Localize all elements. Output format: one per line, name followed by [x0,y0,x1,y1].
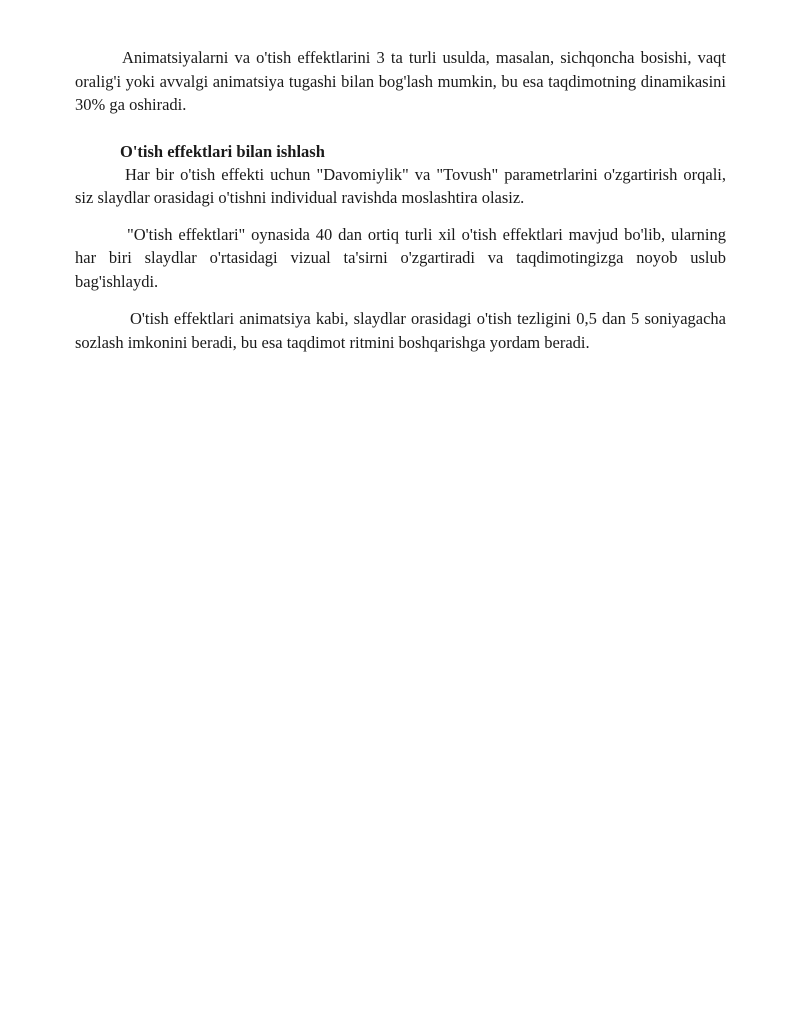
paragraph-duration-sound: Har bir o'tish effekti uchun "Davomiylik" va "Tovush" parametrlarini o'zgartirish orqali, siz slaydlar orasidagi o'tishni individual ravishda moslashtira olasiz. [75,164,726,207]
section-heading: O'tish effektlari bilan ishlash [120,141,325,161]
paragraph-animation-triggers: Animatsiyalarni va o'tish effektlarini 3 ta turli usulda, masalan, sichqoncha bosishi, vaqt oralig'i yoki avvalgi animatsiya tugashi bilan bog'lash mumkin, bu esa taqdimotning dinamikasini 30% ga oshiradi. [75,48,726,114]
paragraph-transition-window: "O'tish effektlari" oynasida 40 dan ortiq turli xil o'tish effektlari mavjud bo'lib, ularning har biri slaydlar o'rtasidagi vizual ta'sirni o'zgartiradi va taqdimotingizga noyob uslub bag'ishlaydi. [75,224,726,291]
paragraph-transition-speed: O'tish effektlari animatsiya kabi, slaydlar orasidagi o'tish tezligini 0,5 dan 5 soniyagacha sozlash imkonini beradi, bu esa taqdimot ritmini boshqarishga yordam beradi. [75,309,726,352]
document-body [75,46,726,354]
